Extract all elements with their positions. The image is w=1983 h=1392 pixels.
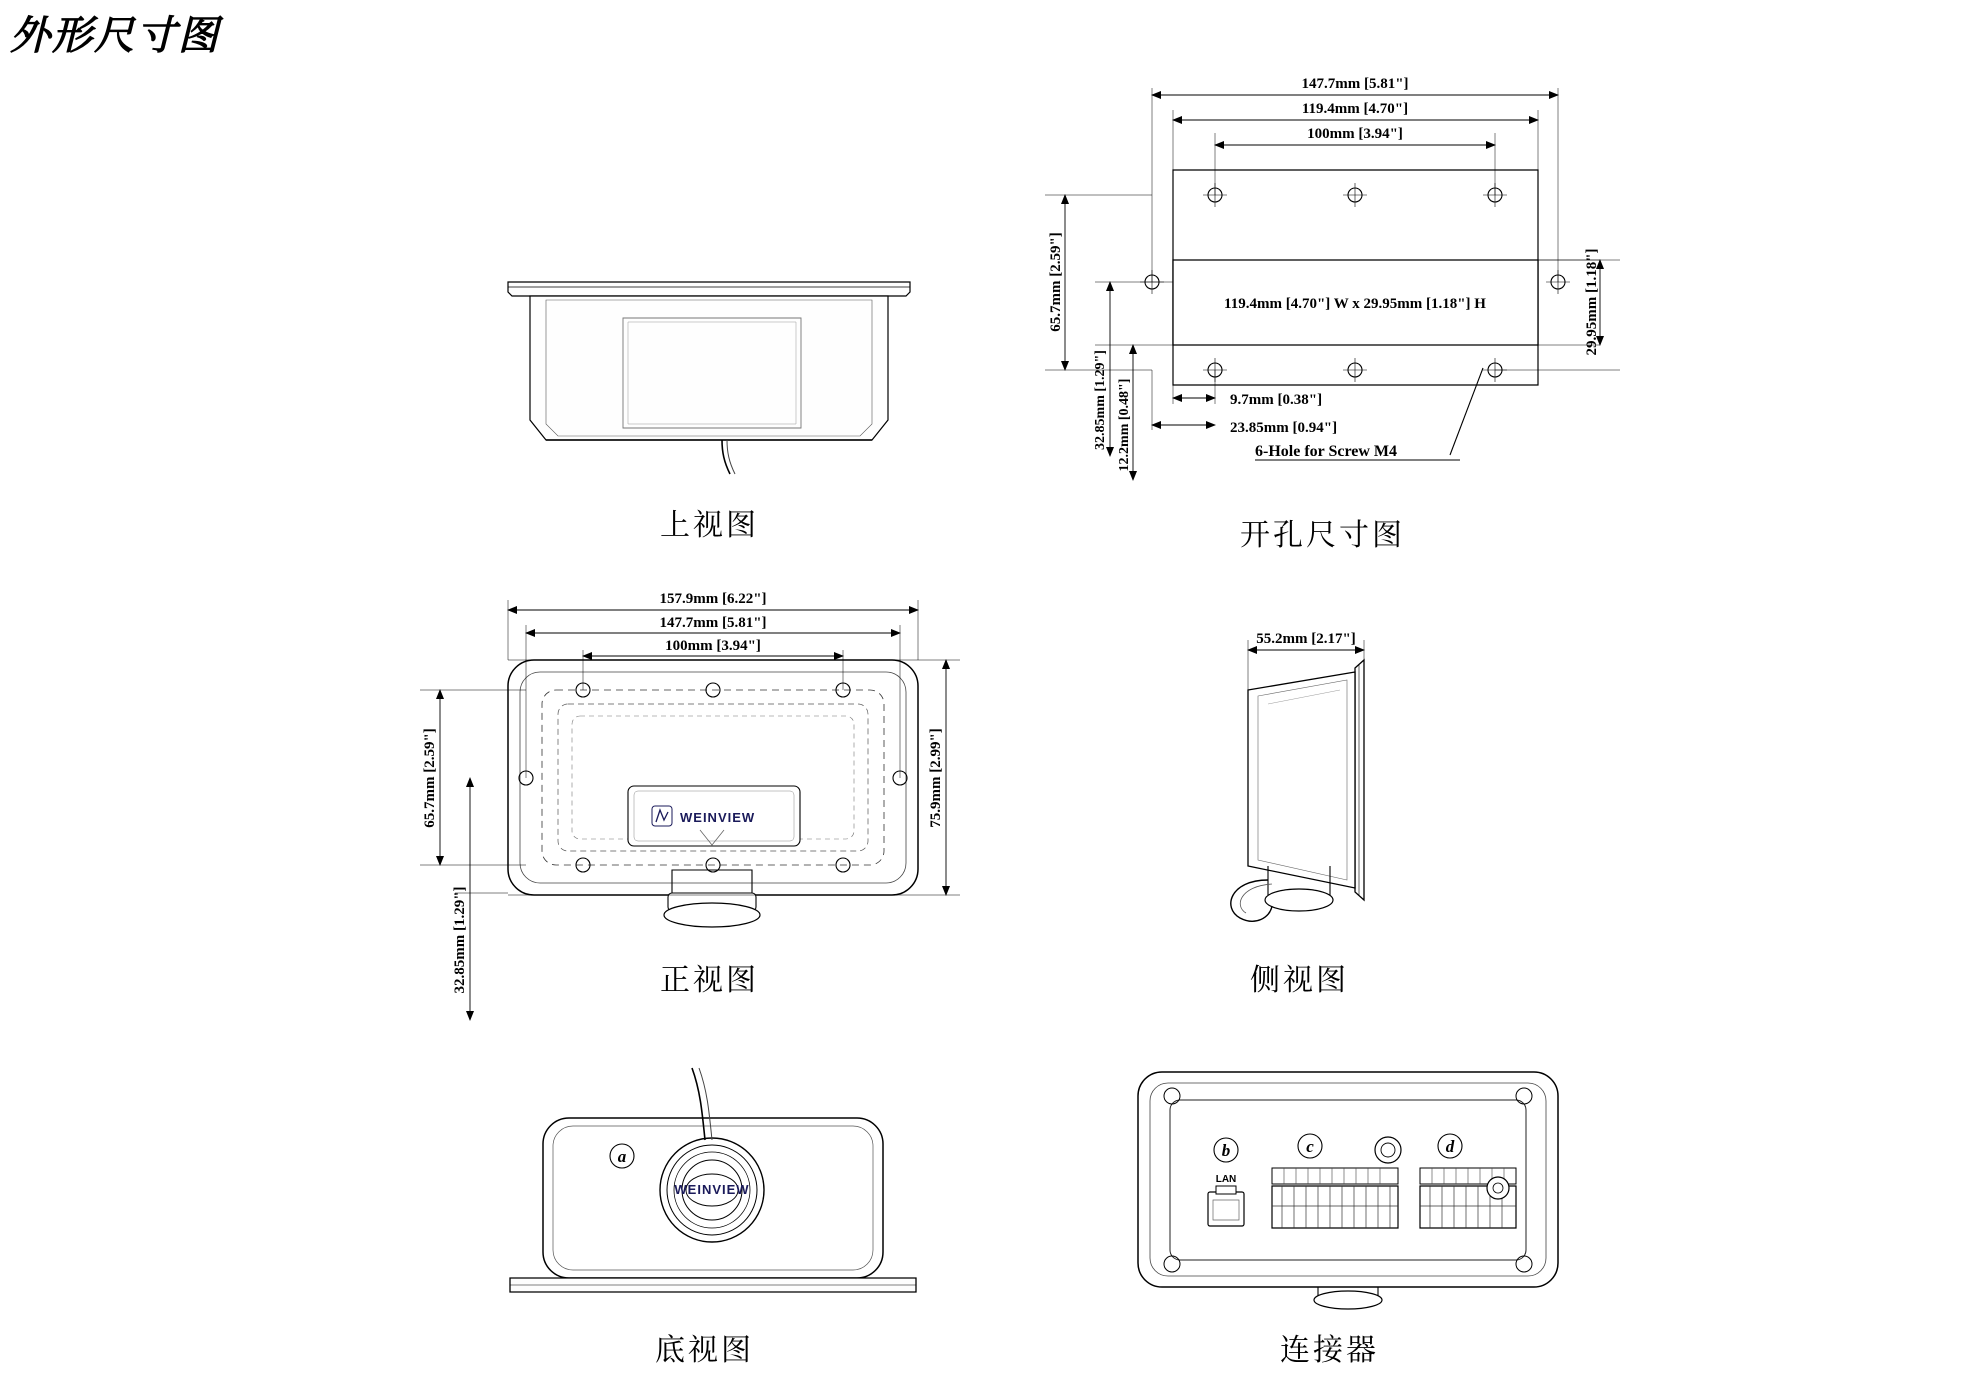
front-width-mid-label: 147.7mm [5.81"] [659,615,767,631]
cutout-width-inner-label: 100mm [3.94"] [1307,126,1403,142]
connector-view-drawing [1138,1072,1558,1309]
screw-hole-note: 6-Hole for Screw M4 [1255,443,1398,460]
page-title: 外形尺寸图 [10,13,220,58]
caption-cutout-view: 开孔尺寸图 [1240,519,1405,552]
front-height-right-label: 75.9mm [2.99"] [928,728,944,828]
bottom-view-drawing [510,1068,916,1292]
cutout-width-outer-label: 147.7mm [5.81"] [1301,76,1409,92]
front-height-left-label: 65.7mm [2.59"] [422,728,438,828]
front-width-outer-label: 157.9mm [6.22"] [659,591,767,607]
side-depth-label: 55.2mm [2.17"] [1256,631,1356,647]
front-width-inner-label: 100mm [3.94"] [665,638,761,654]
caption-top-view: 上视图 [660,509,759,542]
marker-b-label: b [1221,1141,1231,1160]
bottom-brand-label: WEINVIEW [674,1182,750,1197]
caption-front-view: 正视图 [660,964,759,997]
cutout-offset2-label: 23.85mm [0.94"] [1230,420,1338,436]
cutout-height-left3-label: 12.2mm [0.48"] [1117,378,1132,472]
cutout-width-mid-label: 119.4mm [4.70"] [1301,101,1409,117]
marker-d-label: d [1445,1137,1455,1156]
caption-bottom-view: 底视图 [655,1334,754,1367]
cutout-opening-note: 119.4mm [4.70"] W x 29.95mm [1.18"] H [1224,296,1486,312]
cutout-height-left-label: 65.7mm [2.59"] [1048,232,1064,332]
top-view-drawing [508,282,910,474]
marker-a-label: a [617,1147,627,1166]
front-height-left2-label: 32.85mm [1.29"] [452,886,468,994]
side-view-drawing [1231,640,1364,921]
cutout-offset1-label: 9.7mm [0.38"] [1230,392,1323,408]
cutout-height-right-label: 29.95mm [1.18"] [1584,248,1600,356]
lan-port-label: LAN [1215,1174,1237,1185]
caption-side-view: 侧视图 [1250,964,1349,997]
marker-c-label: c [1306,1137,1314,1156]
cutout-height-left2-label: 32.85mm [1.29"] [1093,350,1108,450]
brand-label: WEINVIEW [680,810,756,825]
caption-connector-view: 连接器 [1280,1334,1379,1367]
